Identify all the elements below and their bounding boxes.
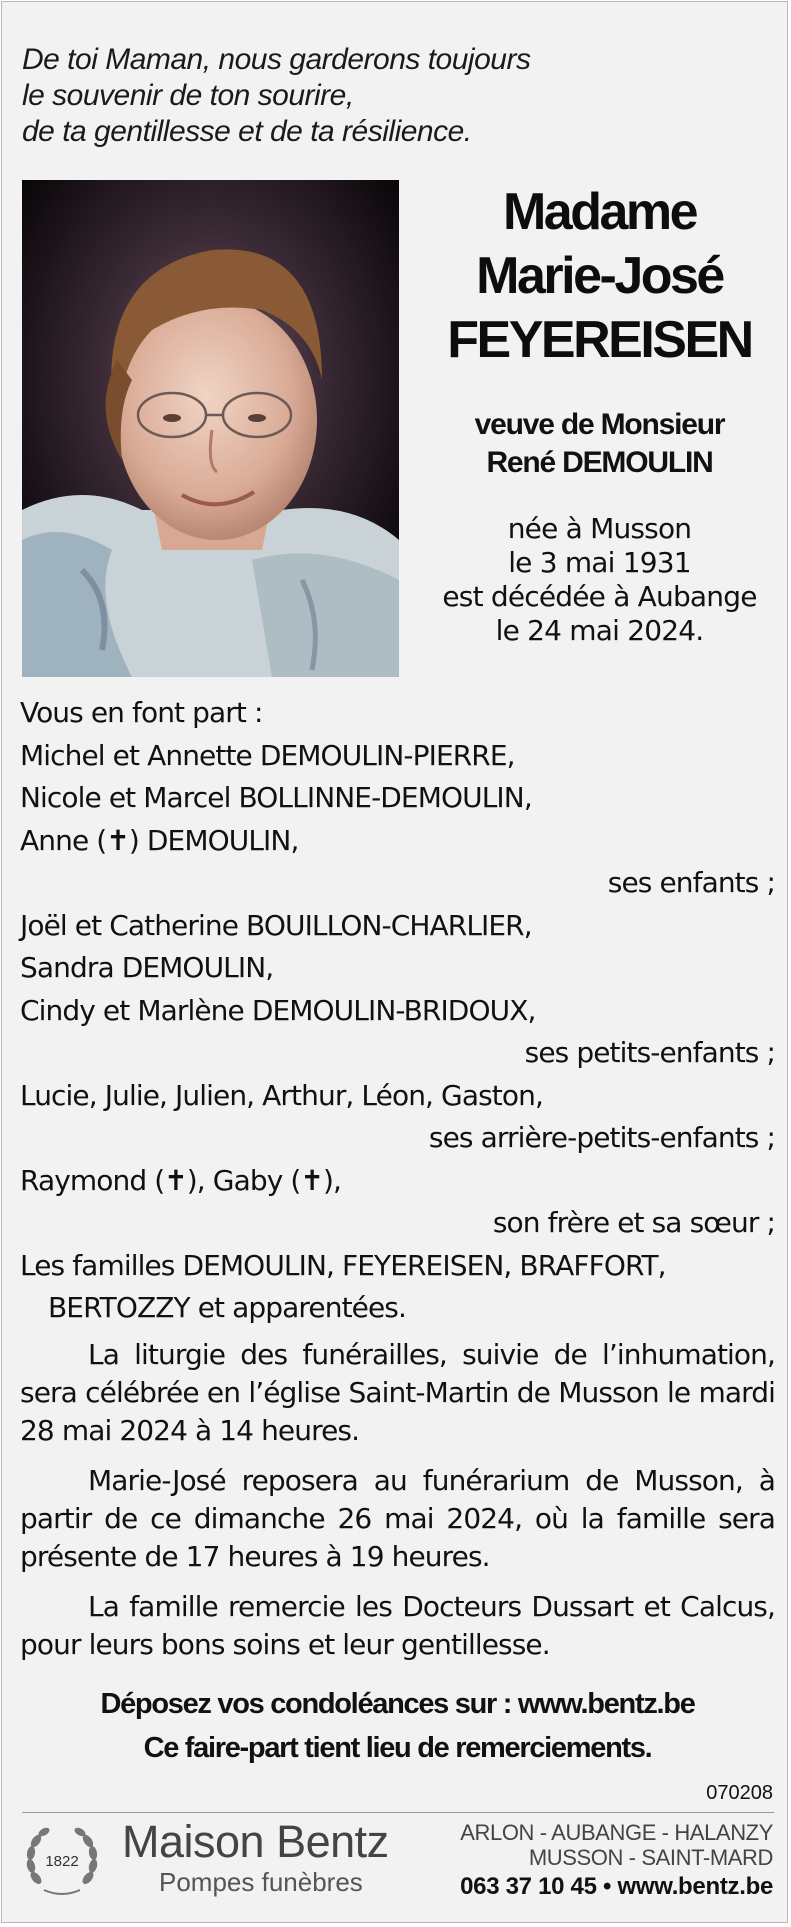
announcement-intro: Vous en font part : (20, 696, 263, 729)
great-grandchildren-entry: Lucie, Julie, Julien, Arthur, Léon, Gaston, (20, 1078, 543, 1112)
locations-line: ARLON - AUBANGE - HALANZY (460, 1820, 773, 1845)
cross-icon: ✝ (300, 1163, 323, 1197)
condolences-block (20, 1682, 775, 1770)
seal-year: 1822 (45, 1853, 79, 1870)
siblings-entry (20, 1160, 775, 1203)
thanks-text: La famille remercie les Docteurs Dussart et Calcus, pour leurs bons soins et leur gentillesse. (20, 1590, 775, 1661)
child-entry: Michel et Annette DEMOULIN-PIERRE, (20, 738, 515, 772)
grandchild-entry: Joël et Catherine BOUILLON-CHARLIER, (20, 908, 532, 942)
families-entry: Les familles DEMOULIN, FEYEREISEN, BRAFFORT, (20, 1248, 666, 1282)
sibling-name-part: ), (323, 1163, 342, 1197)
portrait-photo (22, 180, 399, 677)
last-name: FEYEREISEN (447, 311, 752, 369)
laurel-seal-logo (22, 1820, 102, 1900)
footer-divider (22, 1812, 774, 1813)
quote-line: De toi Maman, nous garderons toujours (22, 43, 531, 76)
child-name-part: Anne ( (20, 823, 107, 857)
quote-line: le souvenir de ton sourire, (22, 79, 354, 112)
civility: Madame (502, 183, 697, 241)
first-name: Marie-José (476, 247, 723, 305)
child-entry (20, 820, 775, 863)
quote-line: de ta gentillesse et de ta résilience. (22, 115, 472, 148)
grandchildren-role: ses petits-enfants ; (524, 1036, 775, 1069)
locations (433, 1820, 773, 1870)
birth-line: est décédée à Aubange (442, 580, 757, 613)
sibling-name-part: Raymond ( (20, 1163, 165, 1197)
brand-name: Maison Bentz (122, 1816, 389, 1867)
funeral-home-brand (122, 1817, 389, 1897)
portrait-illustration (22, 180, 399, 677)
family-announcement (20, 692, 775, 1330)
child-entry: Nicole et Marcel BOLLINNE-DEMOULIN, (20, 781, 532, 814)
cross-icon: ✝ (164, 1163, 187, 1197)
widow-of (422, 406, 777, 482)
remerciements-line: Ce faire-part tient lieu de remerciements. (143, 1732, 652, 1764)
birth-death-info (422, 512, 777, 648)
widow-line: René DEMOULIN (486, 446, 713, 479)
families-entry: BERTOZZY et apparentées. (48, 1291, 406, 1324)
birth-line: née à Musson (507, 512, 692, 545)
laurel-wreath-icon (22, 1820, 102, 1900)
children-role: ses enfants ; (607, 866, 775, 899)
cross-icon: ✝ (106, 823, 129, 857)
funerarium-text: Marie-José reposera au funérarium de Musson, à partir de ce dimanche 26 mai 2024, où la famille sera présente de 17 heures à 19 heures. (20, 1464, 775, 1573)
widow-line: veuve de Monsieur (474, 408, 725, 441)
birth-line: le 24 mai 2024. (495, 614, 704, 647)
dedication-quote (22, 42, 762, 150)
birth-line: le 3 mai 1931 (508, 546, 691, 579)
grandchild-entry: Sandra DEMOULIN, (20, 951, 274, 984)
siblings-role: son frère et sa sœur ; (492, 1206, 775, 1239)
obituary-notice (1, 1, 788, 1923)
thanks-paragraph (20, 1588, 775, 1664)
liturgy-text: La liturgie des funérailles, suivie de l’inhumation, sera célébrée en l’église Saint-Martin de Musson le mardi 28 mai 2024 à 14 heures. (20, 1338, 775, 1447)
locations-line: MUSSON - SAINT-MARD (528, 1845, 773, 1870)
child-name-part: ) DEMOULIN, (128, 823, 299, 857)
deceased-header (422, 180, 777, 648)
liturgy-paragraph (20, 1336, 775, 1450)
grandchild-entry: Cindy et Marlène DEMOULIN-BRIDOUX, (20, 993, 536, 1027)
funerarium-paragraph (20, 1462, 775, 1576)
contact-info: 063 37 10 45 • www.bentz.be (460, 1873, 773, 1900)
brand-subtitle: Pompes funèbres (159, 1867, 363, 1897)
great-grandchildren-role: ses arrière-petits-enfants ; (428, 1121, 775, 1154)
condolences-line: Déposez vos condoléances sur : www.bentz.be (100, 1688, 695, 1720)
sibling-name-part: ), Gaby ( (186, 1163, 301, 1197)
reference-number: 070208 (706, 1782, 773, 1804)
